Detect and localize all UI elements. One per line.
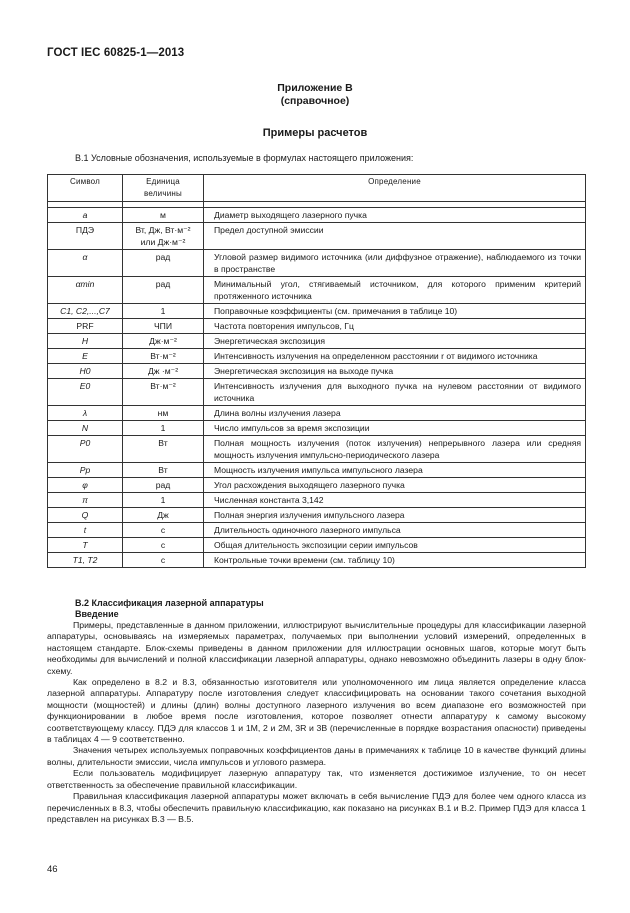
row-definition: Полная мощность излучения (поток излучения) непрерывного лазера или средняя мощность излучения импульсно-периодического лазера (204, 436, 586, 463)
row-unit: Вт, Дж, Вт·м⁻² или Дж·м⁻² (123, 223, 204, 250)
table-row (48, 277, 586, 304)
row-definition: Мощность излучения импульса импульсного лазера (204, 463, 586, 478)
row-definition: Полная энергия излучения импульсного лазера (204, 508, 586, 523)
paragraph: Примеры, представленные в данном приложении, иллюстрируют вычислительные процедуры для классификации лазерной аппаратуры, основываясь на измеряемых параметрах, получаемых при выполнении условий измерений, определенных в настоящем стандарте. Блок-схемы приведены в данном приложении для иллюстрации основных шагов, которые могут быть необходимы для вычислений и полной классификации лазерной аппаратуры, однако невозможно объединить лазеры в одну блок-схему. (47, 620, 586, 676)
row-unit: Вт·м⁻² (123, 349, 204, 364)
section-title: Примеры расчетов (262, 127, 368, 139)
row-unit: 1 (123, 304, 204, 319)
row-symbol: E0 (48, 379, 123, 406)
row-unit: м (123, 208, 204, 223)
table-row (48, 493, 586, 508)
row-unit: с (123, 553, 204, 568)
row-definition: Угловой размер видимого источника (или диффузное отражение), наблюдаемого из точки в пространстве (204, 250, 586, 277)
table-row (48, 523, 586, 538)
table-row (48, 436, 586, 463)
table-row (48, 349, 586, 364)
row-symbol: α (48, 250, 123, 277)
row-definition: Диаметр выходящего лазерного пучка (204, 208, 586, 223)
row-unit: 1 (123, 421, 204, 436)
table-row (48, 406, 586, 421)
row-unit: Вт (123, 436, 204, 463)
row-unit: нм (123, 406, 204, 421)
section-b2-heading (75, 598, 264, 620)
row-definition: Предел доступной эмиссии (204, 223, 586, 250)
row-definition: Длительность одиночного лазерного импульса (204, 523, 586, 538)
section-b2-body (47, 620, 586, 825)
table-row (48, 223, 586, 250)
table-header-row (48, 175, 586, 202)
row-symbol: E (48, 349, 123, 364)
row-symbol: λ (48, 406, 123, 421)
row-definition: Интенсивность излучения для выходного пучка на нулевом расстоянии от видимого источника (204, 379, 586, 406)
row-definition: Общая длительность экспозиции серии импульсов (204, 538, 586, 553)
row-definition: Частота повторения импульсов, Гц (204, 319, 586, 334)
table-row (48, 508, 586, 523)
row-definition: Численная константа 3,142 (204, 493, 586, 508)
row-symbol: Q (48, 508, 123, 523)
row-definition: Энергетическая экспозиция (204, 334, 586, 349)
table-row (48, 421, 586, 436)
column-header-definition: Определение (204, 175, 586, 202)
intro-text: В.1 Условные обозначения, используемые в формулах настоящего приложения: (75, 153, 414, 163)
row-definition: Контрольные точки времени (см. таблицу 10) (204, 553, 586, 568)
row-unit: Вт·м⁻² (123, 379, 204, 406)
row-symbol: T1, T2 (48, 553, 123, 568)
paragraph: Как определено в 8.2 и 8.3, обязанностью изготовителя или уполномоченного им лица является определение класса лазерной аппаратуры. Аппаратуру после изготовления следует классифицировать на основании такого сочетания выходной мощности (мощностей) и длины (длин) волны доступного лазерного излучения во всем диапазоне его возможностей при функционировании в любое время после изготовления, которое позволяет отнести аппаратуру к самому высокому соответствующему классу. ПДЭ для классов 1 и 1М, 2 и 2М, 3R и 3В (перечисленные в порядке возрастания опасности) приведены в таблицах 4 — 9 соответственно. (47, 677, 586, 745)
paragraph: Правильная классификация лазерной аппаратуры может включать в себя вычисление ПДЭ для более чем одного класса из перечисленных в 8.3, чтобы обеспечить правильную классификацию, как показано на рисунках В.1 и В.2. Пример ПДЭ для класса 1 представлен на рисунках В.3 — В.5. (47, 791, 586, 824)
row-definition: Длина волны излучения лазера (204, 406, 586, 421)
row-unit: 1 (123, 493, 204, 508)
row-definition: Поправочные коэффициенты (см. примечания в таблице 10) (204, 304, 586, 319)
row-symbol: T (48, 538, 123, 553)
row-symbol: N (48, 421, 123, 436)
row-definition: Минимальный угол, стягиваемый источником, для которого применим критерий протяженного источника (204, 277, 586, 304)
annex-subtitle: (справочное) (280, 95, 350, 107)
section-b2-title: В.2 Классификация лазерной аппаратуры (75, 598, 264, 608)
table-body (48, 202, 586, 568)
table-row (48, 208, 586, 223)
table-row (48, 379, 586, 406)
row-symbol: Pp (48, 463, 123, 478)
row-symbol: φ (48, 478, 123, 493)
table-row (48, 319, 586, 334)
row-symbol: P0 (48, 436, 123, 463)
column-header-unit: Единица величины (123, 175, 204, 202)
row-symbol: H (48, 334, 123, 349)
row-unit: с (123, 523, 204, 538)
table-row (48, 250, 586, 277)
row-definition: Число импульсов за время экспозиции (204, 421, 586, 436)
row-symbol: π (48, 493, 123, 508)
table-row (48, 334, 586, 349)
row-definition: Энергетическая экспозиция на выходе пучка (204, 364, 586, 379)
row-symbol: H0 (48, 364, 123, 379)
row-symbol: ПДЭ (48, 223, 123, 250)
table-row (48, 553, 586, 568)
row-unit: Дж·м⁻² (123, 334, 204, 349)
row-unit: рад (123, 478, 204, 493)
table-row (48, 463, 586, 478)
annex-title: Приложение В (277, 82, 353, 94)
row-unit: Вт (123, 463, 204, 478)
symbols-table (47, 174, 586, 568)
row-definition: Интенсивность излучения на определенном расстоянии r от видимого источника (204, 349, 586, 364)
row-symbol: αmin (48, 277, 123, 304)
section-b2-subtitle: Введение (75, 609, 119, 619)
row-unit: рад (123, 277, 204, 304)
row-symbol: PRF (48, 319, 123, 334)
row-unit: ЧПИ (123, 319, 204, 334)
row-unit: Дж (123, 508, 204, 523)
table-row (48, 478, 586, 493)
row-symbol: t (48, 523, 123, 538)
row-unit: с (123, 538, 204, 553)
paragraph: Значения четырех используемых поправочных коэффициентов даны в примечаниях к таблице 10 в качестве функций длины волны, длительности эмиссии, числа импульсов и углового размера. (47, 745, 586, 767)
column-header-symbol: Символ (48, 175, 123, 202)
row-definition: Угол расхождения выходящего лазерного пучка (204, 478, 586, 493)
row-symbol: a (48, 208, 123, 223)
row-unit: рад (123, 250, 204, 277)
row-symbol: C1, C2,...,C7 (48, 304, 123, 319)
table-row (48, 364, 586, 379)
page-number: 46 (47, 864, 58, 875)
table-row (48, 538, 586, 553)
table-row (48, 304, 586, 319)
row-unit: Дж ·м⁻² (123, 364, 204, 379)
standard-header: ГОСТ IEC 60825-1—2013 (47, 47, 185, 59)
paragraph: Если пользователь модифицирует лазерную аппаратуру так, что изменяется достижимое излучение, то он несет ответственность за обеспечение правильной классификации. (47, 768, 586, 790)
